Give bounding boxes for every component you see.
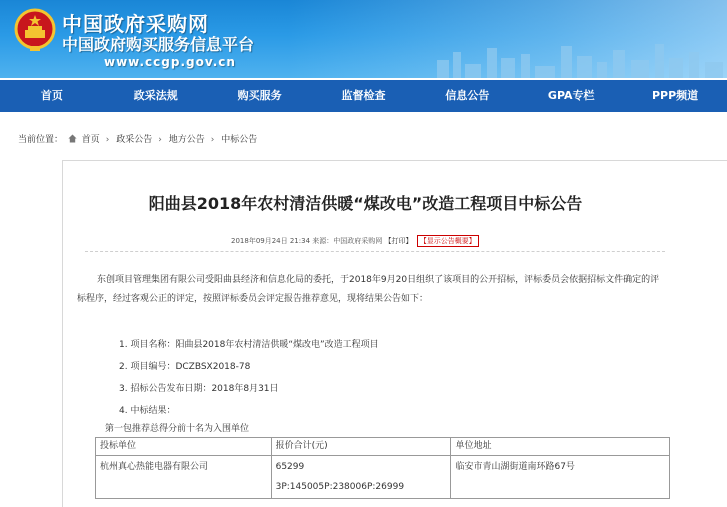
table-header-row — [96, 438, 670, 456]
site-subtitle: 中国政府购买服务信息平台 — [62, 35, 255, 54]
price-total: 65299 — [275, 462, 305, 472]
show-summary-button[interactable]: 【显示公告概要】 — [417, 235, 479, 247]
article-date: 2018年09月24日 21:34 — [231, 237, 311, 245]
nav-item-gpa[interactable]: GPA专栏 — [547, 89, 595, 102]
table-cell-address: 临安市青山湖街道南环路67号 — [451, 456, 670, 499]
nav-item-purchase-services[interactable]: 购买服务 — [237, 89, 282, 102]
breadcrumb-local-announcements[interactable]: 地方公告 — [168, 135, 205, 145]
site-url: www.ccgp.gov.cn — [104, 55, 236, 69]
column-header-bidder: 投标单位 — [96, 438, 272, 456]
breadcrumb-separator-icon: › — [210, 135, 215, 145]
city-skyline-decoration — [427, 38, 727, 78]
nav-item-supervision[interactable]: 监督检查 — [341, 89, 386, 102]
article-source: 来源：中国政府采购网 — [312, 237, 383, 245]
print-link[interactable]: 【打印】 — [384, 237, 413, 245]
breadcrumb-separator-icon: › — [105, 135, 110, 145]
table-row — [96, 456, 670, 499]
publish-date-item: 3. 招标公告发布日期：2018年8月31日 — [119, 384, 279, 394]
nav-item-ppp[interactable]: PPP频道 — [651, 89, 699, 102]
package-note: 第一包推荐总得分前十名为入围单位 — [105, 424, 250, 434]
price-detail: 3P:145005P:238006P:26999 — [275, 482, 405, 492]
nav-item-regulations[interactable]: 政采法规 — [133, 89, 178, 102]
title-divider — [85, 251, 665, 252]
table-cell-bidder: 杭州真心热能电器有限公司 — [96, 456, 272, 499]
site-header-banner — [0, 0, 727, 78]
project-number-item: 2. 项目编号：DCZBSX2018-78 — [119, 362, 251, 372]
nav-item-home[interactable]: 首页 — [40, 89, 63, 102]
breadcrumb-gov-announcements[interactable]: 政采公告 — [116, 135, 153, 145]
column-header-price: 报价合计(元) — [271, 438, 451, 456]
home-icon — [68, 134, 77, 143]
nav-item-announcements[interactable]: 信息公告 — [445, 89, 490, 102]
breadcrumb — [18, 132, 259, 145]
table-cell-price — [271, 456, 451, 499]
article-container — [62, 160, 727, 507]
main-nav — [0, 80, 727, 112]
breadcrumb-separator-icon: › — [158, 135, 162, 145]
article-title: 阳曲县2018年农村清洁供暖“煤改电”改造工程项目中标公告 — [148, 194, 583, 213]
site-name: 中国政府采购网 — [62, 12, 209, 36]
column-header-address: 单位地址 — [451, 438, 670, 456]
article-meta — [231, 235, 479, 247]
article-intro: 东创项目管理集团有限公司受阳曲县经济和信息化局的委托，于2018年9月20日组织了该项目的公开招标，评标委员会依据招标文件确定的评标程序，经过客观公正的评定，按照评标委员会评定报告推荐意见，现将结果公告如下： — [77, 275, 660, 304]
result-item: 4. 中标结果： — [119, 406, 176, 416]
breadcrumb-prefix: 当前位置： — [18, 135, 64, 145]
breadcrumb-award-announcements[interactable]: 中标公告 — [221, 135, 258, 145]
project-name-item: 1. 项目名称：阳曲县2018年农村清洁供暖“煤改电”改造工程项目 — [119, 340, 379, 350]
national-emblem-icon — [14, 8, 56, 52]
bid-results-table — [95, 437, 670, 499]
breadcrumb-home[interactable]: 首页 — [81, 135, 100, 145]
